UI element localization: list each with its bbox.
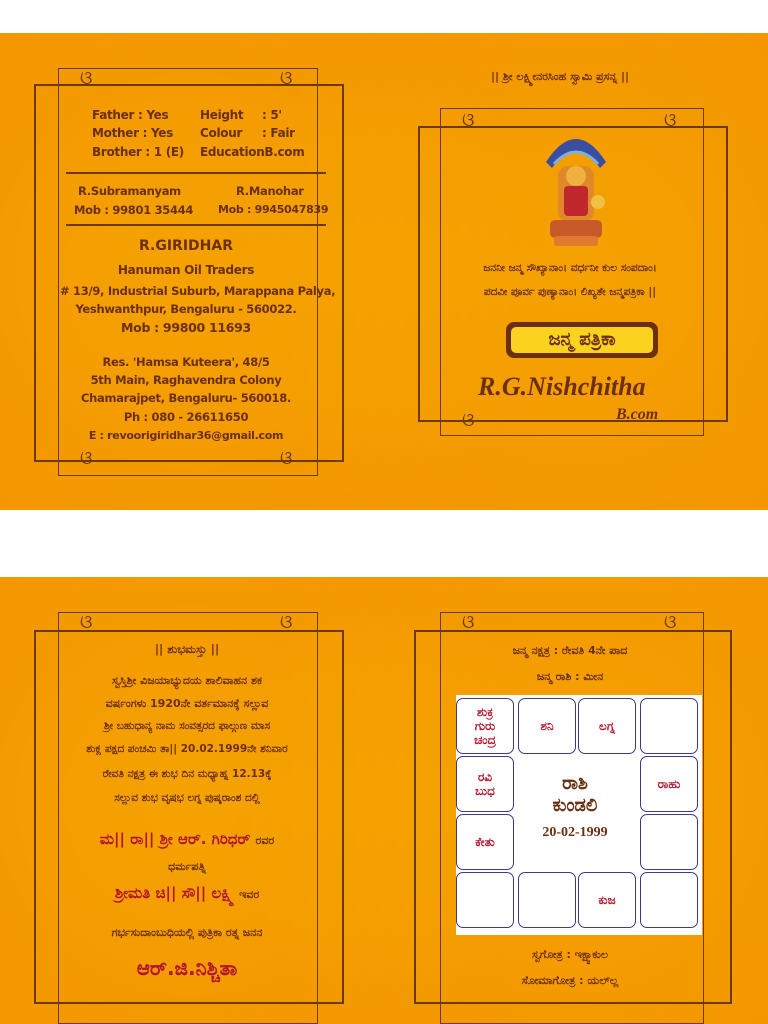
shubhamastu-heading: || ಶುಭಮಸ್ತು ||: [154, 642, 220, 656]
scroll-ornament-icon: ଓ: [80, 448, 93, 469]
education-value: : B.com: [256, 145, 305, 159]
kundali-center: [516, 755, 634, 869]
muhurta-line-3: ಶ್ರೀ ಬಹುಧಾನ್ಯ ನಾಮ ಸಂವತ್ಸರದ ಫಾಲ್ಗುಣ ಮಾಸ: [103, 720, 271, 732]
badge-label: ಜನ್ಮ ಪತ್ರಿಕಾ: [510, 326, 654, 354]
planet-label: ಶನಿ: [540, 719, 554, 733]
planet-label: ಗುರು: [474, 719, 496, 733]
verse-line-2: ಪದವೀ ಪೂರ್ವ ಪುಣ್ಯಾನಾಂ। ಲಿಖ್ಯತೇ ಜನ್ಮಪತ್ರಿಕಾ ||: [483, 286, 657, 298]
father-line: [40, 830, 334, 848]
muhurta-line-4: ಶುಕ್ಲ ಪಕ್ಷದ ಪಂಚಮಿ ತಾ|| 20.02.1999ನೇ ಶನಿವಾರ: [86, 743, 288, 755]
residence-line-1: Res. 'Hamsa Kuteera', 48/5: [102, 355, 270, 369]
janma-patrika-badge: [506, 322, 658, 358]
planet-label: ಬುಧ: [475, 784, 495, 798]
scroll-ornament-icon: ଓ: [664, 612, 677, 633]
scroll-ornament-icon: ଓ: [80, 612, 93, 633]
owner-mobile: Mob : 99800 11693: [121, 320, 251, 335]
brother-status: Brother : 1 (E): [92, 145, 184, 159]
divider: [66, 224, 326, 226]
company-name: Hanuman Oil Traders: [117, 263, 255, 277]
invocation-title: || ಶ್ರೀ ಲಕ್ಷ್ಮೀನರಸಿಂಹ ಸ್ವಾಮಿ ಪ್ರಸನ್ನ ||: [491, 70, 629, 83]
house-cell: [640, 698, 698, 754]
colour-label: Colour: [200, 126, 243, 140]
scroll-ornament-icon: ଓ: [280, 612, 293, 633]
planet-label: ರವಿ: [477, 770, 493, 784]
mother-suffix: ಇವರ: [239, 888, 260, 901]
house-cell: [456, 814, 514, 870]
planet-label: ಲಗ್ನ: [599, 719, 615, 733]
planet-label: ಕುಜ: [598, 893, 616, 907]
scroll-ornament-icon: ଓ: [280, 448, 293, 469]
education-label: Education: [200, 145, 265, 159]
residence-phone: Ph : 080 - 26611650: [123, 410, 249, 424]
mother-line: [40, 884, 334, 902]
house-cell: [640, 756, 698, 812]
person-name: R.G.Nishchitha: [478, 372, 646, 401]
deity-icon: [540, 122, 612, 252]
house-cell: [456, 756, 514, 812]
owner-name: R.GIRIDHAR: [138, 238, 233, 254]
kundali-date: 20-02-1999: [542, 825, 608, 840]
colour-value: : Fair: [262, 126, 295, 140]
scroll-ornament-icon: ଓ: [280, 68, 293, 89]
muhurta-line-2: ವರ್ಷಂಗಳು 1920ನೇ ವರ್ತಮಾನಕ್ಕೆ ಸಲ್ಲುವ: [105, 697, 269, 710]
kundali-title-1: ರಾಶಿ: [562, 773, 588, 794]
contact2-name: R.Manohar: [236, 184, 304, 198]
birth-line: ಗರ್ಭಸುದಾಂಬುಧಿಯಲ್ಲಿ ಪುತ್ರಿಕಾ ರತ್ನ ಜನನ: [111, 926, 263, 939]
divider: [66, 172, 326, 174]
house-cell: [578, 698, 636, 754]
planet-label: ಕೇತು: [475, 835, 495, 849]
dharmapatni-label: ಧರ್ಮಪತ್ನಿ: [168, 860, 206, 873]
swagotra: ಸ್ವಗೋತ್ರ : ಇಕ್ಷ್ವಾಕುಲ: [532, 948, 608, 961]
scroll-ornament-icon: ଓ: [80, 68, 93, 89]
muhurta-line-5: ರೇವತಿ ನಕ್ಷತ್ರ ಈ ಶುಭ ದಿನ ಮಧ್ಯಾಹ್ನ 12.13ಕ್ಕೆ: [102, 768, 272, 780]
janma-rashi: ಜನ್ಮ ರಾಶಿ : ಮೀನ: [536, 670, 604, 683]
house-cell: [518, 872, 576, 928]
contact2-mobile: Mob : 9945047839: [218, 203, 329, 216]
father-name: ಮ|| ರಾ|| ಶ್ರೀ ಆರ್. ಗಿರಿಧರ್: [99, 830, 251, 848]
contact1-name: R.Subramanyam: [78, 184, 181, 198]
verse-line-1: ಜನನೀ ಜನ್ಮ ಸೌಖ್ಯಾನಾಂ। ವರ್ಧನೀ ಕುಲ ಸಂಪದಾಂ।: [483, 262, 657, 274]
mother-name: ಶ್ರೀಮತಿ ಚಿ|| ಸೌ|| ಲಕ್ಷ್ಮಿ: [114, 884, 234, 902]
scroll-ornament-icon: ଓ: [462, 110, 475, 131]
father-status: Father : Yes: [92, 108, 169, 122]
planet-label: ಶುಕ್ರ: [476, 705, 494, 719]
planet-label: ರಾಹು: [657, 777, 681, 791]
janma-nakshatra: ಜನ್ಮ ನಕ್ಷತ್ರ : ರೇವತಿ 4ನೇ ಪಾದ: [512, 644, 628, 657]
residence-line-2: 5th Main, Raghavendra Colony: [90, 373, 282, 387]
residence-line-3: Chamarajpet, Bengaluru- 560018.: [81, 391, 291, 405]
scroll-ornament-icon: ଓ: [664, 110, 677, 131]
scroll-ornament-icon: ଓ: [462, 612, 475, 633]
mother-status: Mother : Yes: [92, 126, 173, 140]
child-name: ಆರ್.ಜಿ.ನಿಶ್ಚಿತಾ: [136, 956, 238, 980]
house-cell: [640, 814, 698, 870]
house-cell: [518, 698, 576, 754]
person-degree: B.com: [616, 406, 659, 423]
house-cell: [456, 872, 514, 928]
address-line-1: # 13/9, Industrial Suburb, Marappana Palya,: [60, 284, 336, 298]
email-address: E : revoorigiridhar36@gmail.com: [88, 429, 284, 442]
planet-label: ಚಂದ್ರ: [474, 733, 496, 747]
somagotra: ಸೋಮಾಗೋತ್ರ : ಯಲ್‌ಲ್ಲ: [521, 974, 619, 987]
house-cell: [456, 698, 514, 754]
height-value: : 5': [262, 108, 282, 122]
scroll-ornament-icon: ଓ: [462, 410, 475, 431]
father-suffix: ರವರ: [255, 834, 275, 847]
house-cell: [578, 872, 636, 928]
house-cell: [640, 872, 698, 928]
muhurta-line-1: ಸ್ವಸ್ತಿಶ್ರೀ ವಿಜಯಾಭ್ಯುದಯ ಶಾಲಿವಾಹನ ಶಕ: [112, 674, 262, 687]
height-label: Height: [200, 108, 244, 122]
contact1-mobile: Mob : 99801 35444: [74, 203, 194, 217]
kundali-title-2: ಕುಂಡಲಿ: [552, 795, 598, 816]
muhurta-line-6: ಸಲ್ಲುವ ಶುಭ ವೃಷಭ ಲಗ್ನ ಪುಷ್ಕರಾಂಶ ದಲ್ಲಿ: [114, 792, 260, 804]
address-line-2: Yeshwanthpur, Bengaluru - 560022.: [75, 302, 297, 316]
